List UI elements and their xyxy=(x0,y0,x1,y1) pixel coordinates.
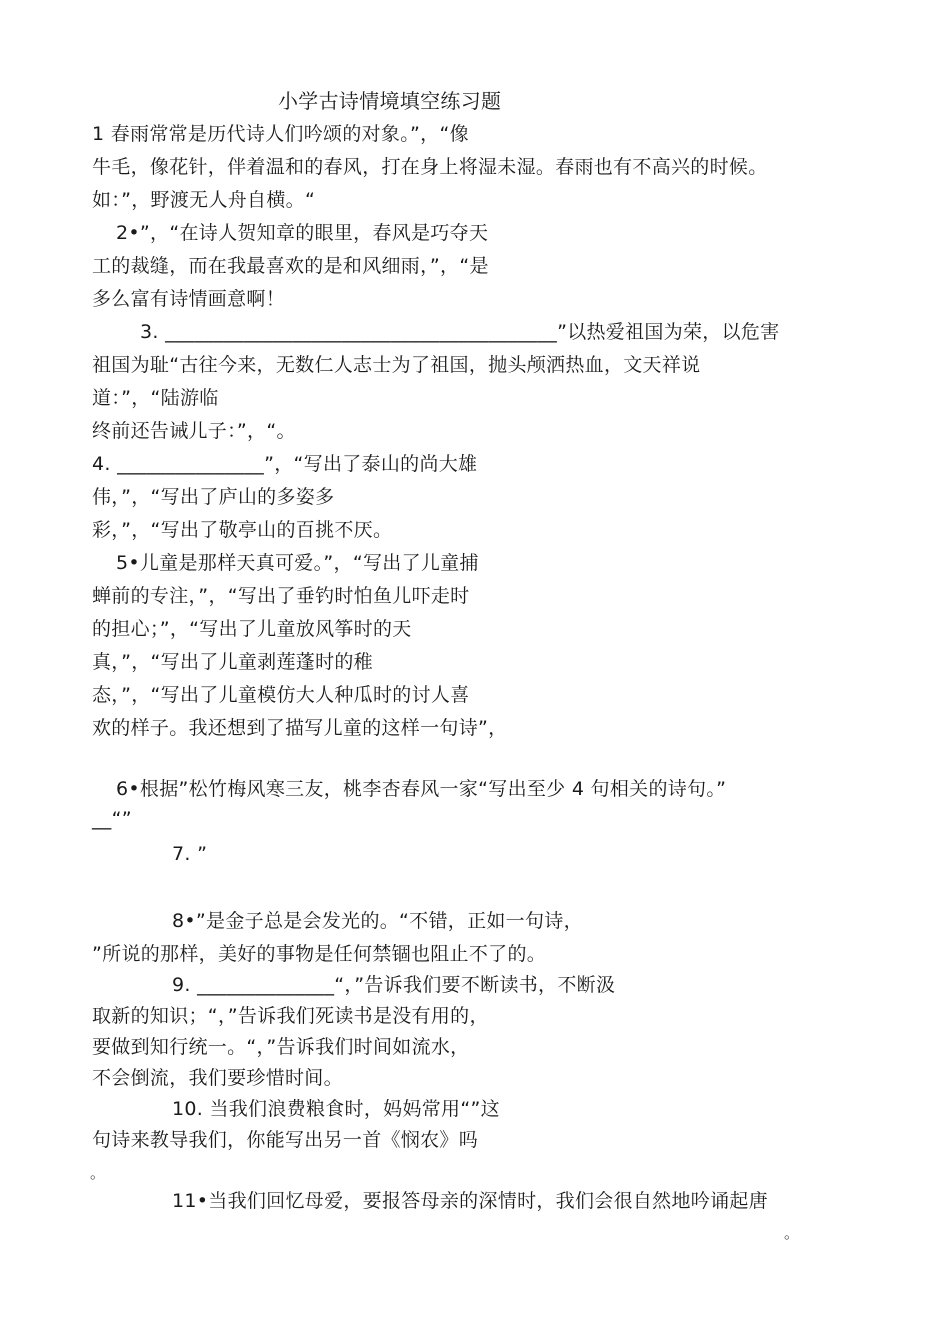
text-line: 终前还告诫儿子：”，“。 xyxy=(92,420,296,442)
text-line: 4. _______________”，“写出了泰山的尚大雄 xyxy=(92,453,478,475)
text-line: 蝉前的专注，”，“写出了垂钓时怕鱼儿吓走时 xyxy=(92,585,470,607)
text-line: 8•”是金子总是会发光的。“不错，正如一句诗， xyxy=(172,910,583,932)
text-line: 7. ” xyxy=(172,843,208,865)
page-title: 小学古诗情境填空练习题 xyxy=(278,89,502,113)
text-line: 句诗来教导我们，你能写出另一首《悯农》吗 xyxy=(92,1129,479,1151)
text-line: 真，”，“写出了儿童剥莲蓬时的稚 xyxy=(92,651,373,673)
text-line: 2•”，“在诗人贺知章的眼里，春风是巧夺天 xyxy=(116,222,489,244)
text-line: 祖国为耻“古往今来，无数仁人志士为了祖国，抛头颅洒热血，文天祥说 xyxy=(92,354,701,376)
text-line: 牛毛，像花针，伴着温和的春风，打在身上将湿未湿。春雨也有不高兴的时候。 xyxy=(92,156,768,178)
text-line: ”所说的那样，美好的事物是任何禁锢也阻止不了的。 xyxy=(92,943,547,965)
text-line: 工的裁缝，而在我最喜欢的是和风细雨，”，“是 xyxy=(92,255,489,277)
text-line: 态，”，“写出了儿童模仿大人种瓜时的讨人喜 xyxy=(92,684,470,706)
text-line: 欢的样子。我还想到了描写儿童的这样一句诗”， xyxy=(92,717,508,739)
text-line: 伟，”，“写出了庐山的多姿多 xyxy=(92,486,335,508)
text-line: 如：”，野渡无人舟自横。“ xyxy=(92,189,316,211)
text-line: 9. ______________“，”告诉我们要不断读书，不断汲 xyxy=(172,974,616,996)
text-line: 1 春雨常常是历代诗人们吟颂的对象。”，“像 xyxy=(92,123,469,145)
text-line: 3. ________________________________________”以热爱祖国为荣，以危害 xyxy=(140,321,780,343)
text-line: 彩，”，“写出了敬亭山的百挑不厌。 xyxy=(92,519,393,541)
text-line: 不会倒流，我们要珍惜时间。 xyxy=(92,1067,343,1089)
text-line: 。 xyxy=(90,1164,106,1182)
text-line: 道：”，“陆游临 xyxy=(92,387,219,409)
text-line: 取新的知识；“，”告诉我们死读书是没有用的， xyxy=(92,1005,489,1027)
text-line: __“” xyxy=(92,808,132,830)
text-line: 11•当我们回忆母爱，要报答母亲的深情时，我们会很自然地吟诵起唐 xyxy=(172,1190,768,1212)
text-line: 5•儿童是那样天真可爱。”，“写出了儿童捕 xyxy=(116,552,479,574)
text-line: 多么富有诗情画意啊！ xyxy=(92,288,286,310)
text-line: 6•根据”松竹梅风寒三友，桃李杏春风一家“写出至少 4 句相关的诗句。” xyxy=(116,778,727,800)
text-line: 的担心；”，“写出了儿童放风筝时的天 xyxy=(92,618,412,640)
text-line: 10. 当我们浪费粮食时，妈妈常用“”这 xyxy=(172,1098,500,1120)
text-line: 要做到知行统一。“，”告诉我们时间如流水， xyxy=(92,1036,470,1058)
text-line: 。 xyxy=(784,1224,800,1242)
